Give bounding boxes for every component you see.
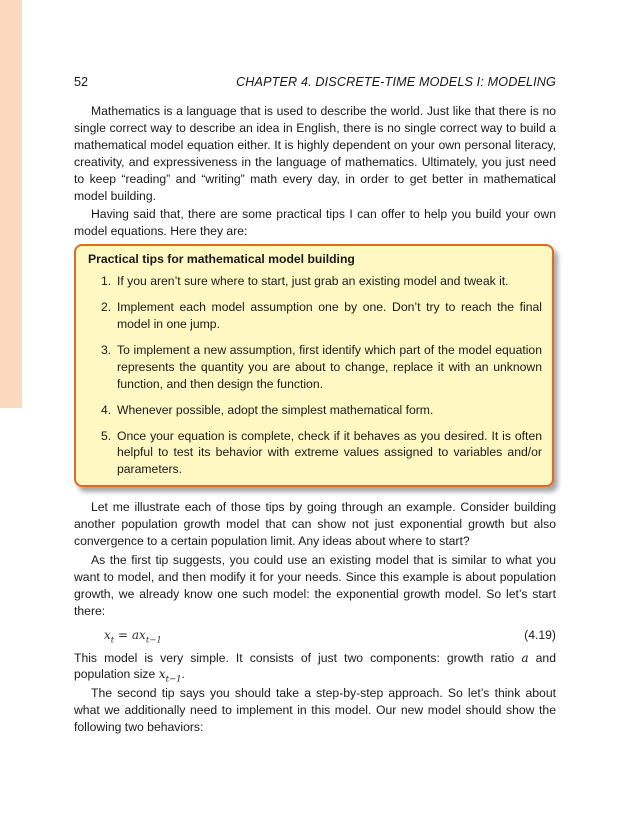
tip-item-4 <box>88 402 542 419</box>
paragraph-model-simple: This model is very simple. It consists of just two components: growth ratio a and population size $x_{t-1}$. <box>74 650 556 685</box>
tip-text: If you aren’t sure where to start, just grab an existing model and tweak it. <box>117 274 509 289</box>
tip-text: Whenever possible, adopt the simplest mathematical form. <box>117 402 434 417</box>
paragraph-example: Let me illustrate each of those tips by going through an example. Consider building another population growth model that can show not just exponential growth but also convergence to a certain population limit. Any ideas about where to start? <box>74 500 556 549</box>
page-body <box>74 103 556 738</box>
tip-text: Implement each model assumption one by one. Don’t try to reach the final model in one jump. <box>117 300 542 331</box>
equation-4-19 <box>74 624 556 648</box>
tip-item-2 <box>88 299 542 333</box>
paragraph-intro: Mathematics is a language that is used to describe the world. Just like that there is no single correct way to describe an idea in English, there is no single correct way to build a mathematical model equation either. It is highly dependent on your own personal literacy, creativity, and expressiveness in the language of mathematics. Ultimately, you just need to keep “reading” and “writing” math every day, in order to get better in mathematical model building. <box>74 104 556 203</box>
tip-number: 5. <box>101 428 112 443</box>
paragraph-first-tip: As the first tip suggests, you could use an existing model that is similar to what you want to model, and then modify it for your needs. Since this example is about population growth, we already know one such model: the exponential growth model. So let’s start there: <box>74 552 556 618</box>
page-edge-strip <box>0 0 22 408</box>
chapter-title: CHAPTER 4. DISCRETE-TIME MODELS I: MODELING <box>236 75 556 89</box>
tips-box <box>74 244 554 487</box>
tip-text: To implement a new assumption, first identify which part of the model equation represents the quantity you are about to change, replace it with an unknown function, and then design the function. <box>117 342 542 391</box>
paragraph-tips-lead: Having said that, there are some practical tips I can offer to help you build your own model equations. Here they are: <box>74 207 556 239</box>
page-number: 52 <box>74 75 89 89</box>
tips-list <box>88 273 542 478</box>
equation-formula: $x_t = ax_{t-1}$ <box>104 627 162 645</box>
tips-box-title: Practical tips for mathematical model building <box>88 252 355 267</box>
tip-item-1 <box>88 273 542 290</box>
tip-item-3 <box>88 342 542 393</box>
page-header <box>74 74 556 90</box>
tip-text: Once your equation is complete, check if it behaves as you desired. It is often helpful to test its behavior with extreme values assigned to variables and/or parameters. <box>117 428 542 477</box>
tip-number: 3. <box>101 342 112 357</box>
equation-number: (4.19) <box>524 627 556 642</box>
paragraph-second-tip: The second tip says you should take a step-by-step approach. So let’s think about what we additionally need to implement in this model. Our new model should show the following two behaviors: <box>74 686 556 735</box>
tip-number: 1. <box>101 274 112 289</box>
tip-number: 2. <box>101 300 112 315</box>
tip-item-5 <box>88 428 542 479</box>
tip-number: 4. <box>101 402 112 417</box>
